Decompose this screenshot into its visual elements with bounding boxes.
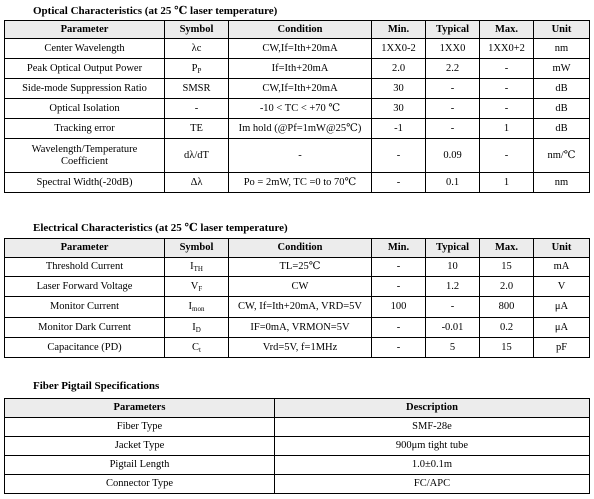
cell-typical: - — [426, 119, 480, 139]
cell-parameter: Center Wavelength — [5, 39, 165, 59]
cell-parameter: Jacket Type — [5, 437, 275, 456]
cell-parameter: Tracking error — [5, 119, 165, 139]
table-row — [5, 59, 590, 79]
cell-parameter: Laser Forward Voltage — [5, 277, 165, 297]
cell-symbol: $I_{mon}$ — [165, 297, 229, 318]
cell-unit: μA — [534, 297, 590, 318]
cell-condition: CW,If=Ith+20mA — [229, 79, 372, 99]
table-row — [5, 277, 590, 297]
col-header-condition: Condition — [229, 239, 372, 258]
cell-parameter: Side-mode Suppression Ratio — [5, 79, 165, 99]
cell-unit: μA — [534, 318, 590, 338]
table-row — [5, 418, 590, 437]
cell-min: - — [372, 338, 426, 358]
optical-table — [4, 20, 590, 193]
cell-min: - — [372, 318, 426, 338]
cell-typical: 0.09 — [426, 139, 480, 173]
cell-parameter: Optical Isolation — [5, 99, 165, 119]
col-header-condition: Condition — [229, 21, 372, 39]
cell-parameter: Monitor Dark Current — [5, 318, 165, 338]
cell-typical: 10 — [426, 258, 480, 277]
cell-condition: Im hold (@Pf=1mW@25℃) — [229, 119, 372, 139]
cell-symbol: Δλ — [165, 173, 229, 193]
cell-typical: 1.2 — [426, 277, 480, 297]
cell-condition: Po = 2mW, TC =0 to 70℃ — [229, 173, 372, 193]
cell-parameter: Fiber Type — [5, 418, 275, 437]
cell-condition: CW — [229, 277, 372, 297]
cell-condition: CW, If=Ith+20mA, VRD=5V — [229, 297, 372, 318]
table-row — [5, 297, 590, 318]
cell-typical: - — [426, 79, 480, 99]
table-row — [5, 456, 590, 475]
cell-parameter: Threshold Current — [5, 258, 165, 277]
cell-min: - — [372, 173, 426, 193]
cell-parameter: Capacitance (PD) — [5, 338, 165, 358]
col-header-typical: Typical — [426, 21, 480, 39]
col-header-typical: Typical — [426, 239, 480, 258]
cell-max: 15 — [480, 338, 534, 358]
cell-symbol: TE — [165, 119, 229, 139]
cell-max: 1 — [480, 119, 534, 139]
cell-unit: nm — [534, 173, 590, 193]
cell-min: 100 — [372, 297, 426, 318]
cell-condition: If=Ith+20mA — [229, 59, 372, 79]
cell-symbol: $I_D$ — [165, 318, 229, 338]
cell-max: - — [480, 99, 534, 119]
col-header-unit: Unit — [534, 239, 590, 258]
cell-parameter: Connector Type — [5, 475, 275, 494]
cell-typical: 0.1 — [426, 173, 480, 193]
cell-symbol: - — [165, 99, 229, 119]
cell-description: SMF-28e — [275, 418, 590, 437]
cell-max: - — [480, 59, 534, 79]
cell-typical: 2.2 — [426, 59, 480, 79]
col-header-symbol: Symbol — [165, 21, 229, 39]
cell-condition: Vrd=5V, f=1MHz — [229, 338, 372, 358]
col-header-max: Max. — [480, 21, 534, 39]
optical-section-title: Optical Characteristics (at 25 ℃ laser temperature) — [33, 5, 278, 17]
cell-min: -1 — [372, 119, 426, 139]
fiber-section-title: Fiber Pigtail Specifications — [33, 380, 160, 392]
cell-min: 30 — [372, 99, 426, 119]
cell-symbol: dλ/dT — [165, 139, 229, 173]
col-header-min: Min. — [372, 239, 426, 258]
cell-condition: - — [229, 139, 372, 173]
col-header-parameter: Parameter — [5, 239, 165, 258]
cell-min: - — [372, 258, 426, 277]
cell-condition: IF=0mA, VRMON=5V — [229, 318, 372, 338]
cell-symbol: $I_{TH}$ — [165, 258, 229, 277]
table-row — [5, 99, 590, 119]
cell-parameter: Wavelength/Temperature Coefficient — [5, 139, 165, 173]
table-row — [5, 437, 590, 456]
cell-max: 0.2 — [480, 318, 534, 338]
cell-typical: - — [426, 297, 480, 318]
cell-symbol: $V_F$ — [165, 277, 229, 297]
table-row — [5, 338, 590, 358]
cell-min: - — [372, 277, 426, 297]
cell-symbol: $P_P$ — [165, 59, 229, 79]
cell-unit: pF — [534, 338, 590, 358]
cell-parameter: Spectral Width(-20dB) — [5, 173, 165, 193]
cell-unit: mA — [534, 258, 590, 277]
cell-parameter: Peak Optical Output Power — [5, 59, 165, 79]
table-row — [5, 475, 590, 494]
col-header-parameters: Parameters — [5, 399, 275, 418]
cell-max: 1XX0+2 — [480, 39, 534, 59]
cell-condition: CW,If=Ith+20mA — [229, 39, 372, 59]
cell-symbol: λc — [165, 39, 229, 59]
cell-typical: 1XX0 — [426, 39, 480, 59]
col-header-max: Max. — [480, 239, 534, 258]
cell-unit: nm/℃ — [534, 139, 590, 173]
cell-unit: nm — [534, 39, 590, 59]
col-header-symbol: Symbol — [165, 239, 229, 258]
cell-max: 2.0 — [480, 277, 534, 297]
cell-condition: TL=25℃ — [229, 258, 372, 277]
cell-unit: V — [534, 277, 590, 297]
table-row — [5, 119, 590, 139]
table-row — [5, 173, 590, 193]
col-header-parameter: Parameter — [5, 21, 165, 39]
cell-unit: dB — [534, 119, 590, 139]
col-header-min: Min. — [372, 21, 426, 39]
electrical-table — [4, 238, 590, 358]
electrical-section-title: Electrical Characteristics (at 25 ℃ laser temperature) — [33, 222, 288, 234]
cell-description: FC/APC — [275, 475, 590, 494]
cell-max: - — [480, 139, 534, 173]
cell-symbol: SMSR — [165, 79, 229, 99]
cell-min: - — [372, 139, 426, 173]
cell-max: - — [480, 79, 534, 99]
cell-typical: - — [426, 99, 480, 119]
cell-parameter: Monitor Current — [5, 297, 165, 318]
cell-min: 2.0 — [372, 59, 426, 79]
col-header-unit: Unit — [534, 21, 590, 39]
cell-max: 800 — [480, 297, 534, 318]
cell-max: 1 — [480, 173, 534, 193]
table-row — [5, 79, 590, 99]
cell-unit: dB — [534, 99, 590, 119]
col-header-description: Description — [275, 399, 590, 418]
cell-symbol: $C_t$ — [165, 338, 229, 358]
cell-description: 1.0±0.1m — [275, 456, 590, 475]
cell-max: 15 — [480, 258, 534, 277]
cell-min: 30 — [372, 79, 426, 99]
cell-description: 900μm tight tube — [275, 437, 590, 456]
fiber-table — [4, 398, 590, 494]
cell-parameter: Pigtail Length — [5, 456, 275, 475]
cell-typical: -0.01 — [426, 318, 480, 338]
table-row — [5, 39, 590, 59]
cell-min: 1XX0-2 — [372, 39, 426, 59]
table-row — [5, 318, 590, 338]
table-row — [5, 258, 590, 277]
cell-typical: 5 — [426, 338, 480, 358]
table-row — [5, 139, 590, 173]
cell-condition: -10 < TC < +70 ℃ — [229, 99, 372, 119]
cell-unit: mW — [534, 59, 590, 79]
cell-unit: dB — [534, 79, 590, 99]
